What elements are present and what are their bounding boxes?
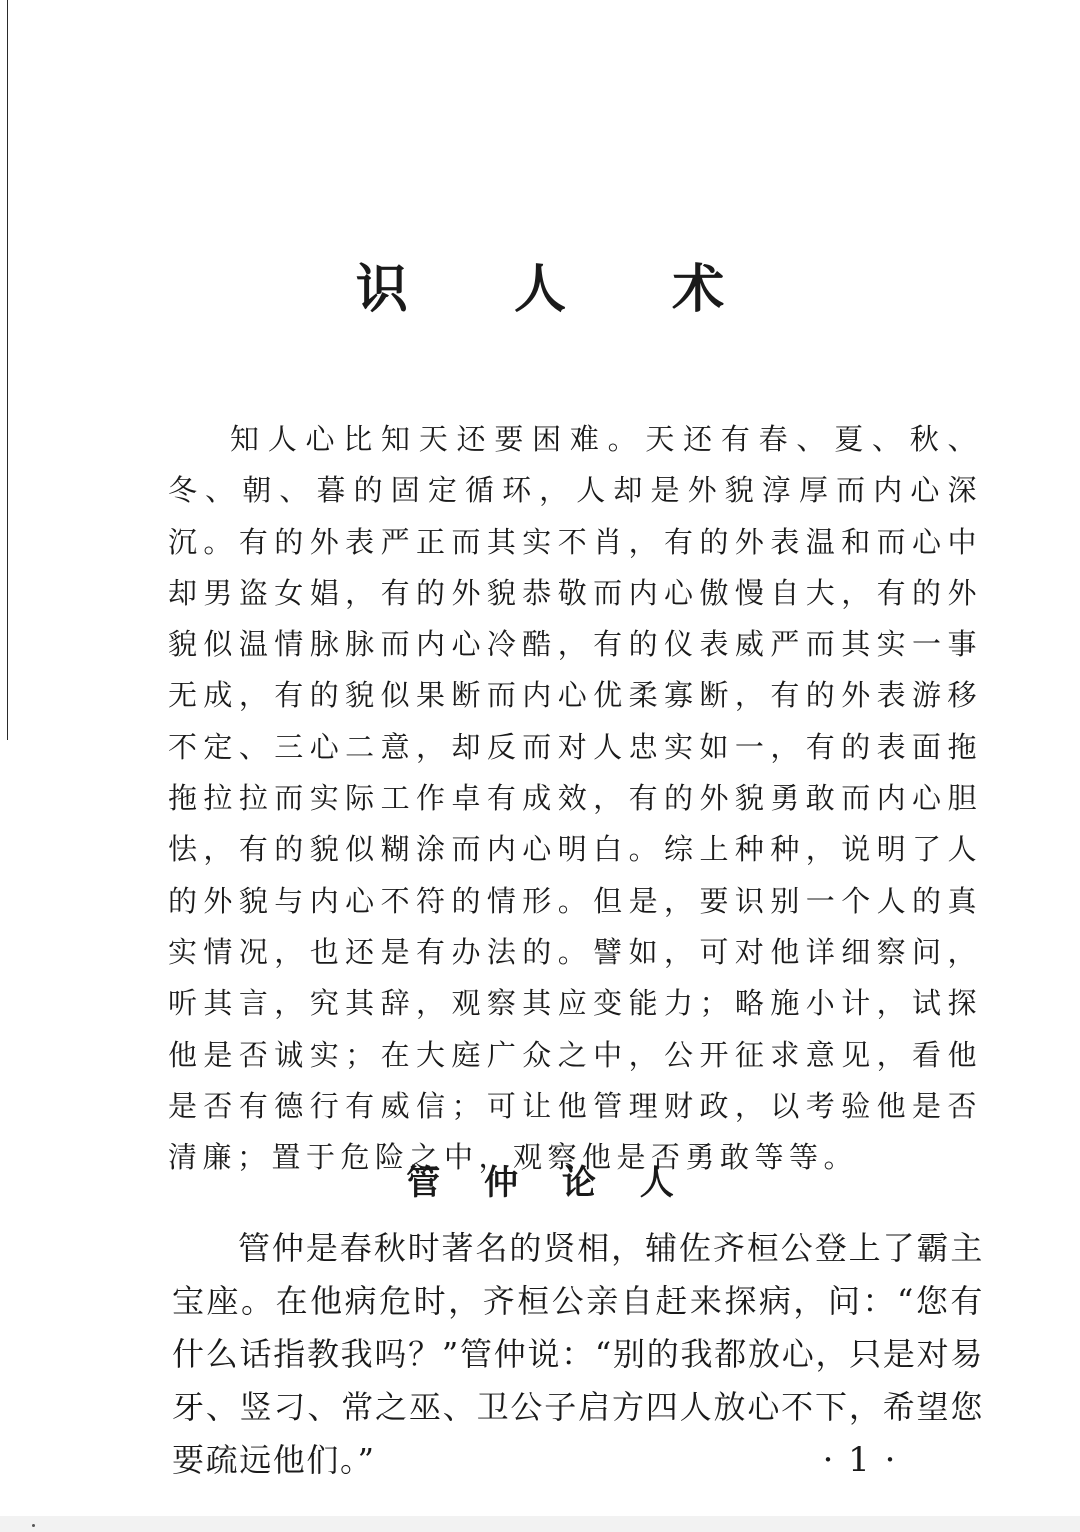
page-title: 识 人 术 xyxy=(355,259,769,320)
section-paragraph: 管仲是春秋时著名的贤相，辅佐齐桓公登上了霸主宝座。在他病危时，齐桓公亲自赶来探病，问：“您有什么话指教我吗？”管仲说：“别的我都放心，只是对易牙、竖刁、常之巫、卫公子启方四人放心不下，希望您要疏远他们。” xyxy=(172,1229,984,1479)
page-number: · 1 · xyxy=(822,1440,898,1480)
scan-edge-left xyxy=(7,0,8,740)
intro-paragraph: 知人心比知天还要困难。天还有春、夏、秋、冬、朝、暮的固定循环，人却是外貌淳厚而内心深沉。有的外表严正而其实不肖，有的外表温和而心中却男盗女娼，有的外貌恭敬而内心傲慢自大，有的外貌似温情脉脉而内心冷酷，有的仪表威严而其实一事无成，有的貌似果断而内心优柔寡断，有的外表游移不定、三心二意，却反而对人忠实如一，有的表面拖拖拉拉而实际工作卓有成效，有的外貌勇敢而内心胆怯，有的貌似糊涂而内心明白。综上种种，说明了人的外貌与内心不符的情形。但是，要识别一个人的真实情况，也还是有办法的。譬如，可对他详细察问，听其言，究其辞，观察其应变能力；略施小计，试探他是否诚实；在大庭广众之中，公开征求意见，看他是否有德行有威信；可让他管理财政，以考验他是否清廉；置于危险之中，观察他是否勇敢等等。 xyxy=(168,422,982,1175)
scan-edge-bottom xyxy=(0,1516,1080,1532)
scan-speck xyxy=(32,1524,35,1527)
section-title: 管 仲 论 人 xyxy=(406,1163,690,1203)
